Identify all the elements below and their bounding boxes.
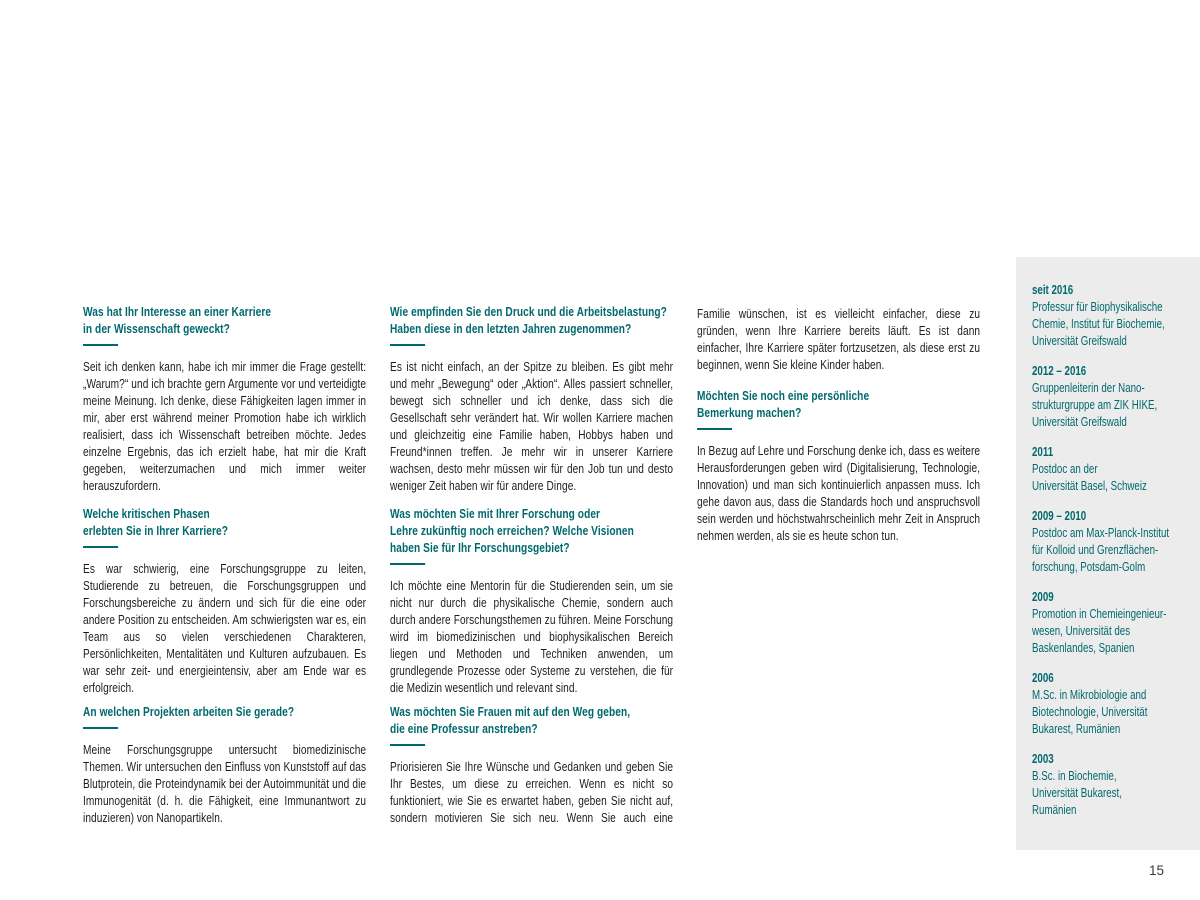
cv-entry-line: Universität Bukarest, — [1032, 786, 1122, 800]
cv-entry-period: 2009 — [1032, 590, 1054, 604]
question-line: Welche kritischen Phasen — [83, 506, 210, 521]
heading-rule — [390, 744, 425, 746]
question-line: Bemerkung machen? — [697, 405, 802, 420]
cv-entry-line: Rumänien — [1032, 803, 1077, 817]
cv-entry-line: Baskenlandes, Spanien — [1032, 641, 1135, 655]
answer-paragraph: Seit ich denken kann, habe ich mir immer die Frage gestellt: „Warum?“ und ich brachte gern Argumente vor und verteidigte meine Meinung. Ich denke, diese Fähigkeiten lagen immer in mir, aber erst während meiner Promotion habe ich wirklich realisiert, dass ich Wissenschaft betreiben möchte. Jedes einzelne Ergebnis, das ich erzielt habe, hat mir die Kraft gegeben, weiterzumachen und mich immer weiter herauszufordern. — [83, 359, 367, 493]
heading-rule — [83, 546, 118, 548]
answer-paragraph-continuation: Familie wünschen, ist es vielleicht einfacher, diese zu gründen, wenn Ihre Karriere bereits läuft. Es ist dann einfacher, Ihre Karriere später fortzusetzen, als diese erst zu beginnen, wenn Sie kleine Kinder haben. — [697, 306, 981, 372]
question-line: Lehre zukünftig noch erreichen? Welche Visionen — [390, 523, 634, 538]
answer-paragraph: Priorisieren Sie Ihre Wünsche und Gedanken und geben Sie Ihr Bestes, um diese zu erreichen. Wenn es nicht so funktioniert, wie Sie es erwartet haben, geben Sie nicht auf, sondern motivieren Sie sich neu. Wenn Sie auch eine — [390, 759, 674, 825]
answer-paragraph: Ich möchte eine Mentorin für die Studierenden sein, um sie nicht nur durch die physikalische Chemie, sondern auch durch andere Forschungsthemen zu führen. Meine Forschung wird im biomedizinischen und biophysikalischen Bereich liegen und Methoden und Techniken anwenden, um grundlegende Prozesse oder Systeme zu verstehen, die für die Medizin wesentlich und relevant sind. — [390, 578, 674, 695]
question-heading — [390, 505, 673, 556]
cv-entry-line: Bukarest, Rumänien — [1032, 722, 1121, 736]
question-line: Was möchten Sie mit Ihrer Forschung oder — [390, 506, 601, 521]
question-line: Was hat Ihr Interesse an einer Karriere — [83, 304, 272, 319]
question-heading — [83, 703, 366, 720]
answer-paragraph: Es war schwierig, eine Forschungsgruppe zu leiten, Studierende zu betreuen, die Forschungsgruppen und Forschungsbereiche zu ändern und sich für die eine oder andere Position zu entscheiden. Am schwierigsten war es, ein Team aus so vielen verschiedenen Charakteren, Persönlichkeiten, Mentalitäten und Kulturen aufzubauen. Es war sehr zeit- und energieintensiv, aber am Ende war es erfolgreich. — [83, 561, 367, 695]
cv-entry — [1032, 444, 1188, 495]
cv-entry — [1032, 508, 1188, 576]
question-heading — [390, 303, 673, 337]
cv-entry-period: 2006 — [1032, 671, 1054, 685]
cv-entry-line: B.Sc. in Biochemie, — [1032, 769, 1117, 783]
page-number: 15 — [1148, 863, 1164, 878]
cv-entry-line: M.Sc. in Mikrobiologie and — [1032, 688, 1147, 702]
question-heading — [697, 387, 980, 421]
question-line: An welchen Projekten arbeiten Sie gerade? — [83, 704, 295, 719]
interview-section — [697, 305, 1060, 373]
question-line: haben Sie für Ihr Forschungsgebiet? — [390, 540, 570, 555]
cv-entry-line: Promotion in Chemieingenieur- — [1032, 607, 1167, 621]
cv-sidebar — [1016, 257, 1200, 850]
cv-entry-line: Chemie, Institut für Biochemie, — [1032, 317, 1165, 331]
answer-paragraph: In Bezug auf Lehre und Forschung denke ich, dass es weitere Herausforderungen geben wird (Digitalisierung, Technologie, Innovation) und man sich kontinuierlich anpassen muss. Ich gehe davon aus, dass die Standards hoch und anspruchsvoll sein werden und höchstwahrscheinlich mehr Zeit in Anspruch nehmen werden, als sie es heute schon tun. — [697, 443, 981, 543]
interview-section — [390, 703, 753, 826]
heading-rule — [697, 428, 732, 430]
cv-entry — [1032, 363, 1188, 431]
cv-entry-line: Professur für Biophysikalische — [1032, 300, 1163, 314]
heading-rule — [83, 344, 118, 346]
question-line: erlebten Sie in Ihrer Karriere? — [83, 523, 229, 538]
question-heading — [83, 303, 366, 337]
cv-entry-line: Universität Greifswald — [1032, 415, 1127, 429]
cv-entry-line: Universität Basel, Schweiz — [1032, 479, 1147, 493]
question-line: Möchten Sie noch eine persönliche — [697, 388, 870, 403]
cv-entry — [1032, 751, 1188, 819]
cv-entry-line: strukturgruppe am ZIK HIKE, — [1032, 398, 1158, 412]
question-heading — [83, 505, 366, 539]
answer-paragraph: Meine Forschungsgruppe untersucht biomedizinische Themen. Wir untersuchen den Einfluss von Kunststoff auf das Blutprotein, die Proteindynamik bei der Autoimmunität und die Immunogenität (d. h. die Fähigkeit, eine Immunantwort zu induzieren) von Nanopartikeln. — [83, 742, 367, 825]
cv-entry-line: Postdoc an der — [1032, 462, 1098, 476]
cv-entry-period: 2012 – 2016 — [1032, 364, 1087, 378]
heading-rule — [390, 344, 425, 346]
cv-entry-line: Biotechnologie, Universität — [1032, 705, 1148, 719]
cv-entry-line: forschung, Potsdam-Golm — [1032, 560, 1146, 574]
cv-entry-line: für Kolloid und Grenzflächen- — [1032, 543, 1159, 557]
heading-rule — [83, 727, 118, 729]
cv-entry-line: Universität Greifswald — [1032, 334, 1127, 348]
cv-entry — [1032, 282, 1188, 350]
question-line: in der Wissenschaft geweckt? — [83, 321, 230, 336]
cv-entry — [1032, 589, 1188, 657]
answer-paragraph: Es ist nicht einfach, an der Spitze zu bleiben. Es gibt mehr und mehr „Bewegung“ oder „Aktion“. Alles passiert schneller, bewegt sich schneller und ich denke, dass sich die Gesellschaft sehr verändert hat. Wir wollen Karriere machen und gleichzeitig eine Familie haben, Hobbys haben und Freund*innen treffen. Je mehr wir in unserer Karriere wachsen, desto mehr müssen wir für den Job tun und desto weniger Zeit haben wir für andere Dinge. — [390, 359, 674, 493]
question-line: die eine Professur anstreben? — [390, 721, 538, 736]
cv-entry-line: wesen, Universität des — [1032, 624, 1131, 638]
cv-entry-line: Gruppenleiterin der Nano- — [1032, 381, 1145, 395]
cv-entry-period: 2003 — [1032, 752, 1054, 766]
interview-section — [697, 387, 1060, 544]
question-line: Haben diese in den letzten Jahren zugenommen? — [390, 321, 632, 336]
question-line: Was möchten Sie Frauen mit auf den Weg geben, — [390, 704, 631, 719]
question-heading — [390, 703, 673, 737]
cv-entry-period: 2009 – 2010 — [1032, 509, 1087, 523]
cv-entry-period: 2011 — [1032, 445, 1054, 459]
question-line: Wie empfinden Sie den Druck und die Arbeitsbelastung? — [390, 304, 667, 319]
cv-entry-period: seit 2016 — [1032, 283, 1074, 297]
cv-entry — [1032, 670, 1188, 738]
cv-entry-line: Postdoc am Max-Planck-Institut — [1032, 526, 1170, 540]
heading-rule — [390, 563, 425, 565]
